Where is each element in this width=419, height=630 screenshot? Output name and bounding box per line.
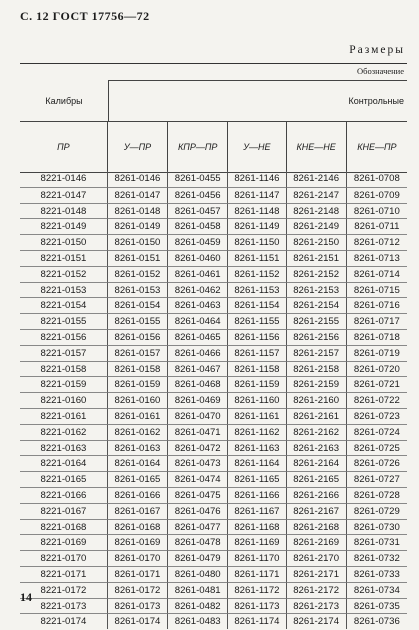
table-row	[20, 266, 407, 282]
table-row	[20, 582, 407, 598]
table-cell: 8261-0708	[346, 171, 407, 187]
table-row	[20, 313, 407, 329]
table-cell: 8261-1146	[227, 171, 285, 187]
table-cell: 8221-0159	[20, 376, 107, 392]
table-row	[20, 329, 407, 345]
table-cell: 8261-2152	[286, 266, 346, 282]
table-row	[20, 613, 407, 629]
table-cell: 8261-0156	[107, 329, 167, 345]
column-header-kpr-pr: КПР—ПР	[167, 122, 227, 172]
table-body	[20, 171, 407, 629]
column-header-row	[20, 121, 407, 173]
table-row	[20, 519, 407, 535]
table-cell: 8261-1169	[227, 534, 285, 550]
table-cell: 8261-0170	[107, 550, 167, 566]
table-cell: 8261-0470	[167, 408, 227, 424]
table-cell: 8261-2158	[286, 361, 346, 377]
table-row	[20, 376, 407, 392]
table-cell: 8261-0163	[107, 440, 167, 456]
designation-header: Обозначение	[108, 66, 407, 81]
table-cell: 8261-0734	[346, 582, 407, 598]
table-row	[20, 282, 407, 298]
table-row	[20, 218, 407, 234]
table-cell: 8221-0162	[20, 424, 107, 440]
column-header-u-pr: У—ПР	[107, 122, 167, 172]
table-cell: 8261-1173	[227, 598, 285, 614]
table-cell: 8221-0158	[20, 361, 107, 377]
table-cell: 8261-2169	[286, 534, 346, 550]
table-cell: 8221-0173	[20, 598, 107, 614]
table-cell: 8261-0726	[346, 455, 407, 471]
document-header: С. 12 ГОСТ 17756—72	[20, 9, 150, 23]
table-cell: 8261-1147	[227, 187, 285, 203]
table-row	[20, 440, 407, 456]
table-cell: 8261-1153	[227, 282, 285, 298]
table-cell: 8261-0461	[167, 266, 227, 282]
table-row	[20, 566, 407, 582]
table-cell: 8261-1156	[227, 329, 285, 345]
table-cell: 8261-2146	[286, 171, 346, 187]
table-cell: 8261-2147	[286, 187, 346, 203]
table-cell: 8261-0466	[167, 345, 227, 361]
table-cell: 8261-0728	[346, 487, 407, 503]
table-cell: 8261-0736	[346, 613, 407, 629]
table-cell: 8261-0727	[346, 471, 407, 487]
table-cell: 8261-0148	[107, 203, 167, 219]
section-title: Размеры	[349, 44, 405, 56]
table-cell: 8261-0719	[346, 345, 407, 361]
table-cell: 8261-1174	[227, 613, 285, 629]
table-cell: 8221-0146	[40, 173, 87, 184]
table-cell: 8261-0465	[167, 329, 227, 345]
table-cell: 8261-0473	[167, 455, 227, 471]
table-cell: 8221-0150	[20, 234, 107, 250]
table-row	[20, 503, 407, 519]
table-cell: 8261-0460	[167, 250, 227, 266]
table-cell: 8261-0162	[107, 424, 167, 440]
table-cell: 8261-0150	[107, 234, 167, 250]
column-header-pr: ПР	[57, 142, 70, 152]
table-cell: 8261-2165	[286, 471, 346, 487]
table-row	[20, 598, 407, 614]
table-row	[20, 345, 407, 361]
table-cell: 8261-2154	[286, 297, 346, 313]
table-cell: 8261-1159	[227, 376, 285, 392]
table-cell: 8261-0481	[167, 582, 227, 598]
table-cell: 8261-0464	[167, 313, 227, 329]
table-cell: 8261-2160	[286, 392, 346, 408]
table-cell: 8221-0148	[20, 203, 107, 219]
table-cell: 8261-0468	[167, 376, 227, 392]
table-cell: 8261-1155	[227, 313, 285, 329]
table-cell: 8261-2159	[286, 376, 346, 392]
table-row	[20, 408, 407, 424]
table-cell: 8261-0722	[346, 392, 407, 408]
table-cell: 8261-0711	[346, 218, 407, 234]
table-cell: 8261-0483	[167, 613, 227, 629]
table-cell: 8261-1151	[227, 250, 285, 266]
table-cell: 8261-0467	[167, 361, 227, 377]
table-cell: 8261-0479	[167, 550, 227, 566]
column-header-kne-pr: КНЕ—ПР	[346, 122, 407, 172]
table-cell: 8261-2163	[286, 440, 346, 456]
table-cell: 8261-2170	[286, 550, 346, 566]
table-cell: 8261-0712	[346, 234, 407, 250]
table-cell: 8261-0458	[167, 218, 227, 234]
table-cell: 8261-0735	[346, 598, 407, 614]
table-cell: 8261-0478	[167, 534, 227, 550]
table-cell: 8261-0154	[107, 297, 167, 313]
table-row	[20, 455, 407, 471]
table-cell: 8261-2156	[286, 329, 346, 345]
table-cell: 8261-0725	[346, 440, 407, 456]
table-cell: 8261-2173	[286, 598, 346, 614]
table-cell: 8261-0472	[167, 440, 227, 456]
table-cell: 8261-2174	[286, 613, 346, 629]
table-cell: 8261-1157	[227, 345, 285, 361]
table-row	[20, 424, 407, 440]
table-row	[20, 250, 407, 266]
table-cell: 8261-0462	[167, 282, 227, 298]
table-row	[20, 171, 407, 187]
table-row	[20, 392, 407, 408]
table-cell: 8261-2150	[286, 234, 346, 250]
table-cell: 8261-0159	[107, 376, 167, 392]
table-cell: 8261-1152	[227, 266, 285, 282]
table-row	[20, 297, 407, 313]
table-cell: 8261-0172	[107, 582, 167, 598]
table-cell: 8221-0161	[20, 408, 107, 424]
table-cell: 8261-0166	[107, 487, 167, 503]
table-cell: 8261-0455	[167, 171, 227, 187]
table-cell: 8261-0724	[346, 424, 407, 440]
table-cell: 8261-2172	[286, 582, 346, 598]
table-cell: 8221-0152	[20, 266, 107, 282]
table-cell: 8261-1150	[227, 234, 285, 250]
table-cell: 8261-1164	[227, 455, 285, 471]
table-row	[20, 234, 407, 250]
table-cell: 8261-2161	[286, 408, 346, 424]
column-header-kne-ne: КНЕ—НЕ	[286, 122, 346, 172]
table-cell: 8261-0149	[107, 218, 167, 234]
table-cell: 8261-0155	[107, 313, 167, 329]
table-cell: 8261-0174	[107, 613, 167, 629]
table-cell: 8221-0171	[20, 566, 107, 582]
table-cell: 8261-0721	[346, 376, 407, 392]
table-cell: 8261-1167	[227, 503, 285, 519]
table-row	[20, 203, 407, 219]
table-cell: 8261-2168	[286, 519, 346, 535]
table-cell: 8261-0157	[107, 345, 167, 361]
table-cell: 8261-1172	[227, 582, 285, 598]
table-cell: 8261-1158	[227, 361, 285, 377]
table-cell: 8261-1165	[227, 471, 285, 487]
table-cell: 8261-2171	[286, 566, 346, 582]
table-cell: 8261-2166	[286, 487, 346, 503]
table-cell: 8261-0714	[346, 266, 407, 282]
table-cell: 8261-0457	[167, 203, 227, 219]
header-divider	[108, 80, 109, 121]
table-cell: 8261-0716	[346, 297, 407, 313]
table-cell: 8261-0475	[167, 487, 227, 503]
table-cell: 8261-0733	[346, 566, 407, 582]
table-cell: 8221-0174	[20, 613, 107, 629]
table-cell: 8261-0164	[107, 455, 167, 471]
table-cell: 8261-1162	[227, 424, 285, 440]
table-cell: 8261-0171	[107, 566, 167, 582]
table-cell: 8261-1148	[227, 203, 285, 219]
table-cell: 8261-0146	[107, 171, 167, 187]
table-row	[20, 534, 407, 550]
table-cell: 8261-2164	[286, 455, 346, 471]
table-cell: 8261-0168	[107, 519, 167, 535]
table-cell: 8221-0172	[20, 582, 107, 598]
table-cell: 8261-0718	[346, 329, 407, 345]
table-cell: 8221-0165	[20, 471, 107, 487]
table-cell: 8221-0156	[20, 329, 107, 345]
table-cell: 8261-1149	[227, 218, 285, 234]
table-cell: 8261-0456	[167, 187, 227, 203]
table-cell: 8261-0167	[107, 503, 167, 519]
table-cell: 8261-0147	[107, 187, 167, 203]
table-cell: 8221-0155	[20, 313, 107, 329]
table-row	[20, 550, 407, 566]
table-cell: 8261-1171	[227, 566, 285, 582]
table-cell: 8221-0151	[20, 250, 107, 266]
table-cell: 8221-0154	[20, 297, 107, 313]
table-cell: 8261-0160	[107, 392, 167, 408]
table-cell: 8261-1160	[227, 392, 285, 408]
table-cell: 8261-0715	[346, 282, 407, 298]
calibers-header: Калибры	[45, 96, 83, 106]
table-cell: 8261-2157	[286, 345, 346, 361]
table-cell: 8261-0732	[346, 550, 407, 566]
table-cell: 8261-0730	[346, 519, 407, 535]
table-cell: 8261-2151	[286, 250, 346, 266]
controls-header: Контрольные	[348, 96, 404, 106]
table-cell: 8261-2149	[286, 218, 346, 234]
table-cell: 8221-0170	[20, 550, 107, 566]
table-row	[20, 361, 407, 377]
table-cell: 8261-0471	[167, 424, 227, 440]
table-cell: 8261-1168	[227, 519, 285, 535]
table-cell: 8221-0157	[20, 345, 107, 361]
table-cell: 8261-0729	[346, 503, 407, 519]
table-cell: 8261-2167	[286, 503, 346, 519]
table-cell: 8261-0731	[346, 534, 407, 550]
table-cell: 8221-0166	[20, 487, 107, 503]
table-cell: 8261-1166	[227, 487, 285, 503]
table-cell: 8261-0476	[167, 503, 227, 519]
table-cell: 8261-0463	[167, 297, 227, 313]
table-cell: 8261-0482	[167, 598, 227, 614]
column-header-u-ne: У—НЕ	[227, 122, 285, 172]
table-cell: 8221-0164	[20, 455, 107, 471]
table-top-rule	[20, 63, 407, 64]
table-cell: 8261-0713	[346, 250, 407, 266]
table-cell: 8261-0709	[346, 187, 407, 203]
table-cell: 8261-0152	[107, 266, 167, 282]
table-cell: 8261-0480	[167, 566, 227, 582]
page-number: 14	[20, 590, 32, 604]
table-cell: 8261-0169	[107, 534, 167, 550]
table-cell: 8261-0720	[346, 361, 407, 377]
table-cell: 8261-2153	[286, 282, 346, 298]
table-cell: 8221-0149	[20, 218, 107, 234]
table-cell: 8221-0160	[20, 392, 107, 408]
table-cell: 8261-2148	[286, 203, 346, 219]
table-cell: 8261-2155	[286, 313, 346, 329]
table-cell: 8261-0469	[167, 392, 227, 408]
table-cell: 8221-0147	[20, 187, 107, 203]
table-cell: 8261-0158	[107, 361, 167, 377]
table-row	[20, 471, 407, 487]
table-cell: 8261-1163	[227, 440, 285, 456]
table-cell: 8261-1154	[227, 297, 285, 313]
table-cell: 8261-0173	[107, 598, 167, 614]
table-cell: 8261-0459	[167, 234, 227, 250]
table-cell: 8261-1170	[227, 550, 285, 566]
table-cell: 8221-0153	[20, 282, 107, 298]
table-cell: 8221-0168	[20, 519, 107, 535]
table-cell: 8261-2162	[286, 424, 346, 440]
table-cell: 8261-0161	[107, 408, 167, 424]
table-row	[20, 487, 407, 503]
table-cell: 8221-0163	[20, 440, 107, 456]
table-row	[20, 187, 407, 203]
table-cell: 8261-0477	[167, 519, 227, 535]
table-cell: 8261-0717	[346, 313, 407, 329]
table-cell: 8261-1161	[227, 408, 285, 424]
table-cell: 8261-0474	[167, 471, 227, 487]
table-cell: 8261-0165	[107, 471, 167, 487]
table-cell: 8261-0710	[346, 203, 407, 219]
table-cell: 8261-0153	[107, 282, 167, 298]
table-cell: 8261-0151	[107, 250, 167, 266]
table-cell: 8221-0167	[20, 503, 107, 519]
table-cell: 8221-0169	[20, 534, 107, 550]
table-cell: 8261-0723	[346, 408, 407, 424]
